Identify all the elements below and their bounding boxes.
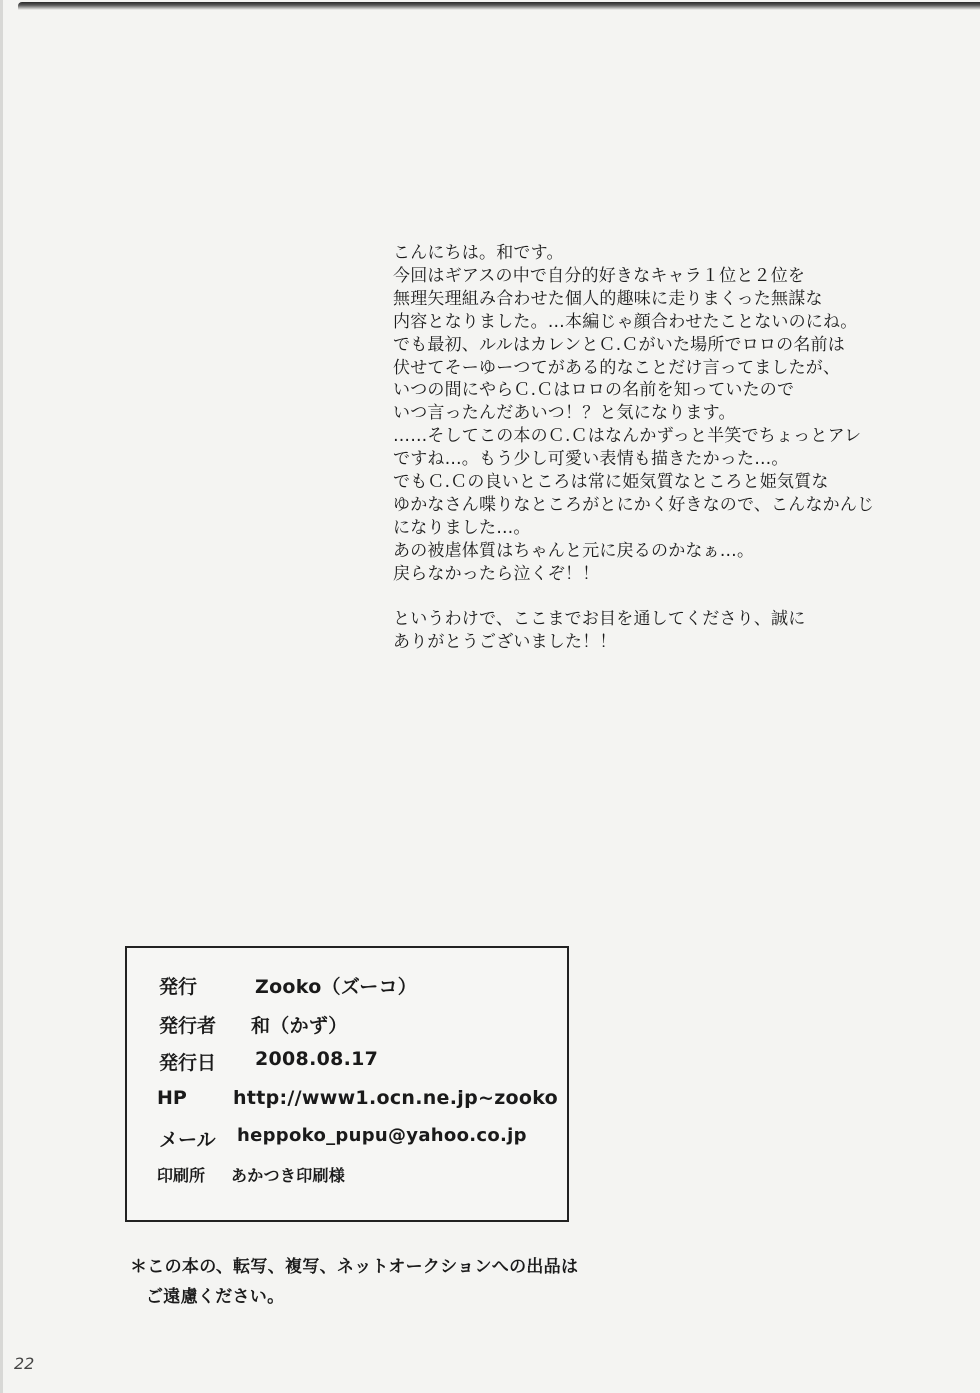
issuer-value: 和（かず） [251, 1015, 348, 1037]
afterword-line: あの被虐体質はちゃんと元に戻るのかなぁ…。 [393, 540, 755, 561]
afterword-line: 無理矢理組み合わせた個人的趣味に走りまくった無謀な [393, 288, 823, 309]
afterword-line: になりました…。 [393, 517, 531, 538]
page-number: 22 [14, 1354, 35, 1373]
afterword-line: いつの間にやらＣ.Ｃはロロの名前を知っていたので [393, 380, 795, 401]
afterword-line: ですね…。もう少し可愛い表情も描きたかった…。 [393, 449, 789, 470]
afterword-line: ゆかなさん喋りなところがとにかく好きなので、こんなかんじ [393, 494, 875, 515]
issuer-label: 発行者 [159, 1015, 217, 1037]
afterword-line: でも最初、ルルはカレンとＣ.Ｃがいた場所でロロの名前は [393, 334, 845, 355]
mail-address: heppoko_pupu@yahoo.co.jp [237, 1125, 527, 1146]
afterword-line: ……そしてこの本のＣ.Ｃはなんかずっと半笑でちょっとアレ [393, 426, 862, 447]
date-label: 発行日 [159, 1052, 217, 1074]
afterword-line: 伏せてそーゆーつてがある的なことだけ言ってましたが、 [393, 357, 841, 378]
hp-label: HP [157, 1087, 187, 1109]
afterword-line: 内容となりました。…本編じゃ顔合わせたことないのにね。 [393, 311, 858, 332]
afterword-line: いつ言ったんだあいつ！？と気になります。 [393, 403, 736, 424]
page-top-shadow [18, 2, 980, 10]
closing-line: というわけで、ここまでお目を通してくださり、誠に [393, 609, 806, 630]
page-left-edge [0, 0, 3, 1393]
printer-value: あかつき印刷様 [231, 1166, 346, 1185]
afterword-line: 今回はギアスの中で自分的好きなキャラ１位と２位を [393, 265, 806, 286]
afterword-text [393, 242, 953, 654]
notice-line: ご遠慮ください。 [146, 1287, 285, 1307]
notice-line: ＊この本の、転写、複写、ネットオークションへの出品は [130, 1257, 579, 1277]
afterword-line: こんにちは。和です。 [393, 243, 564, 263]
colophon-box [125, 946, 569, 1222]
closing-line: ありがとうございました！！ [393, 632, 617, 653]
mail-label: メール [159, 1129, 216, 1151]
printer-label: 印刷所 [157, 1166, 206, 1185]
publisher-label: 発行 [159, 976, 198, 998]
afterword-line: でもＣ.Ｃの良いところは常に姫気質なところと姫気質な [393, 472, 829, 493]
paragraph-gap [393, 586, 953, 609]
afterword-line: 戻らなかったら泣くぞ！！ [393, 563, 600, 584]
date-value: 2008.08.17 [255, 1048, 379, 1070]
publisher-value: Zooko（ズーコ） [255, 976, 418, 998]
reproduction-notice [130, 1252, 578, 1312]
hp-url: http://www1.ocn.ne.jp~zooko [233, 1087, 559, 1109]
